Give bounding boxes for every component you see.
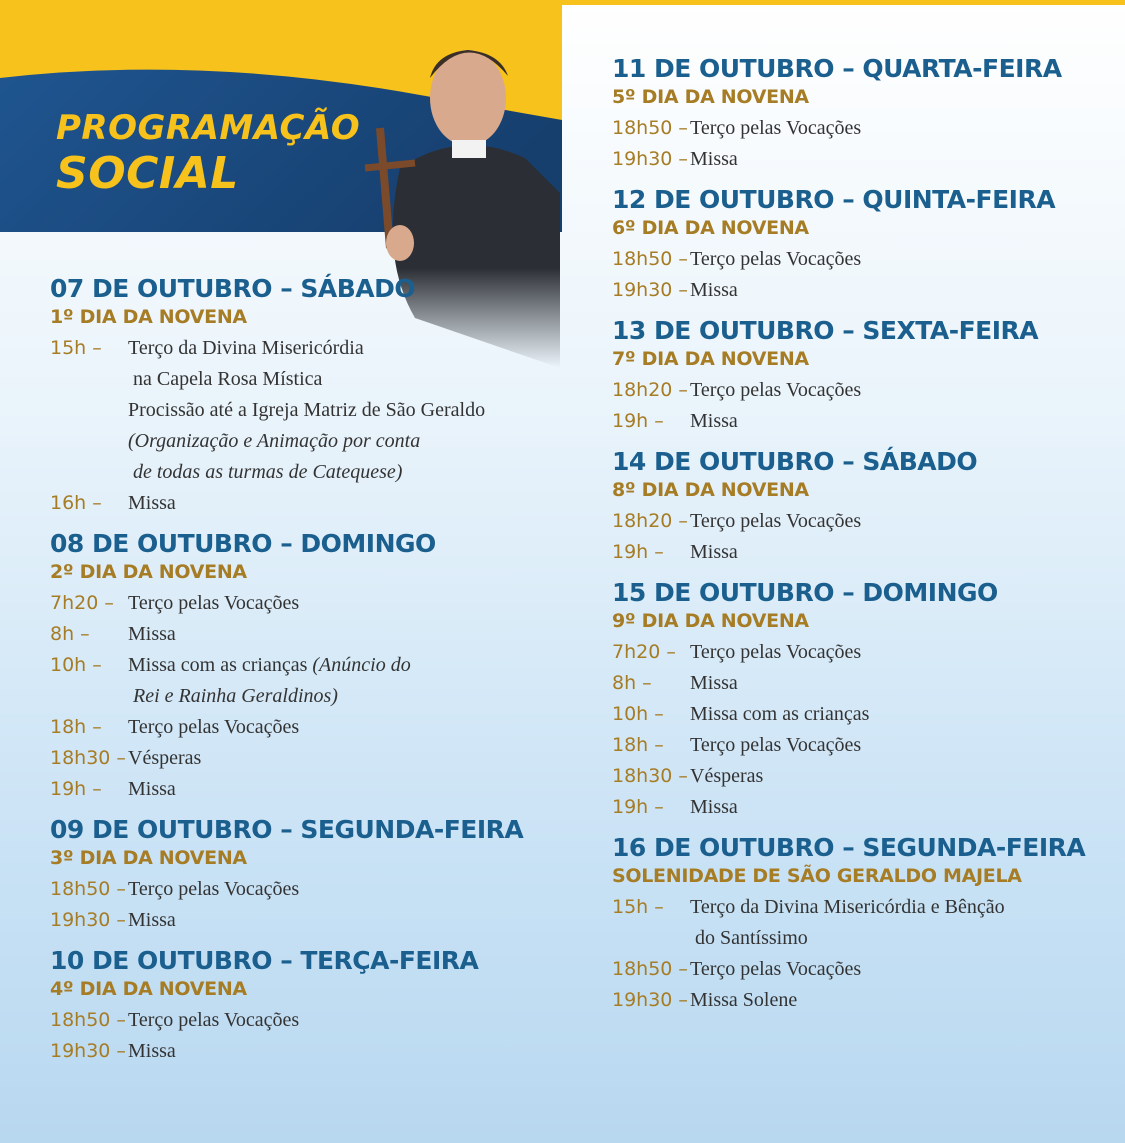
item-time: 15h – xyxy=(612,896,664,918)
novena-day-label: SOLENIDADE DE SÃO GERALDO MAJELA xyxy=(612,865,1022,887)
schedule-item xyxy=(612,244,1112,275)
item-time: 19h – xyxy=(612,541,664,563)
schedule-item xyxy=(612,406,1112,437)
item-description xyxy=(690,113,861,144)
item-time: 10h – xyxy=(612,703,664,725)
novena-day-label: 5º DIA DA NOVENA xyxy=(612,86,809,108)
novena-day-label: 6º DIA DA NOVENA xyxy=(612,217,809,239)
item-description xyxy=(128,619,176,650)
item-note-italic: Rei e Rainha Geraldinos) xyxy=(128,685,338,707)
item-line: Terço pelas Vocações xyxy=(690,248,862,270)
item-line: do Santíssimo xyxy=(690,927,808,949)
day-block xyxy=(612,576,1112,823)
day-title: 13 DE OUTUBRO – SEXTA-FEIRA xyxy=(612,316,1039,345)
schedule-item xyxy=(612,113,1112,144)
item-description xyxy=(690,699,869,730)
item-line: Terço pelas Vocações xyxy=(128,716,300,738)
day-block xyxy=(50,272,550,519)
item-line: Missa Solene xyxy=(690,989,798,1011)
day-title: 15 DE OUTUBRO – DOMINGO xyxy=(612,578,998,607)
item-time: 18h – xyxy=(50,716,102,738)
schedule-item xyxy=(50,743,550,774)
item-time: 19h – xyxy=(612,410,664,432)
day-block xyxy=(612,445,1112,568)
title-line-2: SOCIAL xyxy=(56,148,239,199)
item-description xyxy=(128,333,485,488)
item-time: 7h20 – xyxy=(50,592,114,614)
item-line: na Capela Rosa Mística xyxy=(128,368,323,390)
schedule-item xyxy=(50,588,550,619)
schedule-item xyxy=(612,537,1112,568)
schedule-item xyxy=(612,954,1112,985)
schedule-item xyxy=(612,699,1112,730)
item-line: Missa com as crianças xyxy=(690,703,870,725)
day-block xyxy=(50,944,550,1067)
item-time: 15h – xyxy=(50,337,102,359)
item-time: 18h – xyxy=(612,734,664,756)
schedule-item xyxy=(612,792,1112,823)
schedule-item xyxy=(612,985,1112,1016)
title-line-1: PROGRAMAÇÃO xyxy=(56,108,361,148)
item-time: 18h20 – xyxy=(612,379,688,401)
novena-day-label: 8º DIA DA NOVENA xyxy=(612,479,809,501)
schedule-item xyxy=(612,761,1112,792)
item-line-italic: (Anúncio do xyxy=(312,654,411,676)
schedule-item xyxy=(50,905,550,936)
novena-day-label: 3º DIA DA NOVENA xyxy=(50,847,247,869)
novena-day-label: 1º DIA DA NOVENA xyxy=(50,306,247,328)
item-line: Terço pelas Vocações xyxy=(690,641,862,663)
schedule-item xyxy=(612,275,1112,306)
item-description xyxy=(128,712,299,743)
item-time: 18h20 – xyxy=(612,510,688,532)
item-line: Terço pelas Vocações xyxy=(690,734,862,756)
item-description xyxy=(690,954,861,985)
schedule-right-column xyxy=(612,52,1112,1024)
item-line: Terço pelas Vocações xyxy=(128,878,300,900)
item-description xyxy=(690,144,738,175)
novena-day-label: 4º DIA DA NOVENA xyxy=(50,978,247,1000)
day-block xyxy=(50,527,550,805)
schedule-item xyxy=(612,506,1112,537)
schedule-item xyxy=(612,375,1112,406)
item-description xyxy=(690,406,738,437)
item-line: Missa com as crianças xyxy=(128,654,313,676)
item-description xyxy=(690,761,763,792)
item-line: Terço pelas Vocações xyxy=(128,1009,300,1031)
item-time: 16h – xyxy=(50,492,102,514)
item-line: Procissão até a Igreja Matriz de São Geraldo xyxy=(128,399,486,421)
item-line: Missa xyxy=(690,279,738,301)
item-description xyxy=(128,743,201,774)
item-description xyxy=(128,905,176,936)
item-time: 19h30 – xyxy=(612,989,688,1011)
top-accent-bar xyxy=(562,0,1125,5)
schedule-item xyxy=(50,650,550,712)
schedule-item xyxy=(50,1005,550,1036)
item-time: 18h50 – xyxy=(612,117,688,139)
item-time: 19h30 – xyxy=(612,279,688,301)
day-title: 11 DE OUTUBRO – QUARTA-FEIRA xyxy=(612,54,1062,83)
item-time: 18h50 – xyxy=(50,1009,126,1031)
item-time: 18h50 – xyxy=(612,958,688,980)
schedule-item xyxy=(612,637,1112,668)
item-description xyxy=(690,730,861,761)
schedule-item xyxy=(50,774,550,805)
item-note-italic: (Organização e Animação por conta xyxy=(128,430,421,452)
schedule-item xyxy=(612,144,1112,175)
item-time: 19h30 – xyxy=(50,1040,126,1062)
item-line: Missa xyxy=(690,410,738,432)
item-time: 19h – xyxy=(612,796,664,818)
item-description xyxy=(128,488,176,519)
schedule-item xyxy=(612,668,1112,699)
novena-day-label: 7º DIA DA NOVENA xyxy=(612,348,809,370)
schedule-left-column xyxy=(50,272,550,1075)
item-time: 8h – xyxy=(612,672,652,694)
day-title: 14 DE OUTUBRO – SÁBADO xyxy=(612,447,978,476)
item-description xyxy=(690,375,861,406)
item-description xyxy=(690,506,861,537)
day-title: 10 DE OUTUBRO – TERÇA-FEIRA xyxy=(50,946,479,975)
day-block xyxy=(612,314,1112,437)
item-description xyxy=(690,637,861,668)
item-time: 7h20 – xyxy=(612,641,676,663)
item-line: Terço pelas Vocações xyxy=(690,379,862,401)
schedule-item xyxy=(50,1036,550,1067)
item-description xyxy=(690,244,861,275)
item-line: Missa xyxy=(690,148,738,170)
item-time: 8h – xyxy=(50,623,90,645)
day-title: 12 DE OUTUBRO – QUINTA-FEIRA xyxy=(612,185,1056,214)
item-time: 19h30 – xyxy=(50,909,126,931)
item-line: Missa xyxy=(128,1040,176,1062)
schedule-item xyxy=(612,892,1112,954)
schedule-item xyxy=(50,874,550,905)
item-description xyxy=(128,588,299,619)
item-line: Terço da Divina Misericórdia xyxy=(128,337,364,359)
page-title xyxy=(56,108,360,200)
item-line: Terço pelas Vocações xyxy=(690,958,862,980)
novena-day-label: 9º DIA DA NOVENA xyxy=(612,610,809,632)
item-note-italic: de todas as turmas de Catequese) xyxy=(128,461,403,483)
item-description xyxy=(690,275,738,306)
item-description xyxy=(128,1005,299,1036)
item-description xyxy=(690,892,1005,954)
item-time: 18h30 – xyxy=(50,747,126,769)
item-description xyxy=(690,985,797,1016)
novena-day-label: 2º DIA DA NOVENA xyxy=(50,561,247,583)
item-description xyxy=(690,792,738,823)
day-title: 07 DE OUTUBRO – SÁBADO xyxy=(50,274,416,303)
day-block xyxy=(50,813,550,936)
day-title: 16 DE OUTUBRO – SEGUNDA-FEIRA xyxy=(612,833,1086,862)
item-line: Vésperas xyxy=(128,747,202,769)
schedule-item xyxy=(50,488,550,519)
item-time: 19h30 – xyxy=(612,148,688,170)
day-block xyxy=(612,183,1112,306)
day-block xyxy=(612,831,1112,1016)
day-block xyxy=(612,52,1112,175)
item-line: Missa xyxy=(128,909,176,931)
item-description xyxy=(690,537,738,568)
schedule-item xyxy=(50,619,550,650)
item-line: Missa xyxy=(128,778,176,800)
item-line: Terço pelas Vocações xyxy=(128,592,300,614)
item-line: Missa xyxy=(128,492,176,514)
schedule-item xyxy=(50,712,550,743)
item-time: 19h – xyxy=(50,778,102,800)
item-description xyxy=(128,874,299,905)
item-description xyxy=(128,650,411,712)
item-description xyxy=(128,1036,176,1067)
item-line: Missa xyxy=(690,672,738,694)
item-line: Vésperas xyxy=(690,765,764,787)
item-line: Terço pelas Vocações xyxy=(690,117,862,139)
item-time: 18h30 – xyxy=(612,765,688,787)
day-title: 08 DE OUTUBRO – DOMINGO xyxy=(50,529,436,558)
item-time: 18h50 – xyxy=(50,878,126,900)
item-line: Missa xyxy=(690,796,738,818)
item-description xyxy=(128,774,176,805)
schedule-item xyxy=(50,333,550,488)
item-line: Terço pelas Vocações xyxy=(690,510,862,532)
day-title: 09 DE OUTUBRO – SEGUNDA-FEIRA xyxy=(50,815,524,844)
item-line: Missa xyxy=(690,541,738,563)
item-time: 18h50 – xyxy=(612,248,688,270)
item-line: Missa xyxy=(128,623,176,645)
item-description xyxy=(690,668,738,699)
schedule-item xyxy=(612,730,1112,761)
item-line: Terço da Divina Misericórdia e Bênção xyxy=(690,896,1005,918)
item-time: 10h – xyxy=(50,654,102,676)
